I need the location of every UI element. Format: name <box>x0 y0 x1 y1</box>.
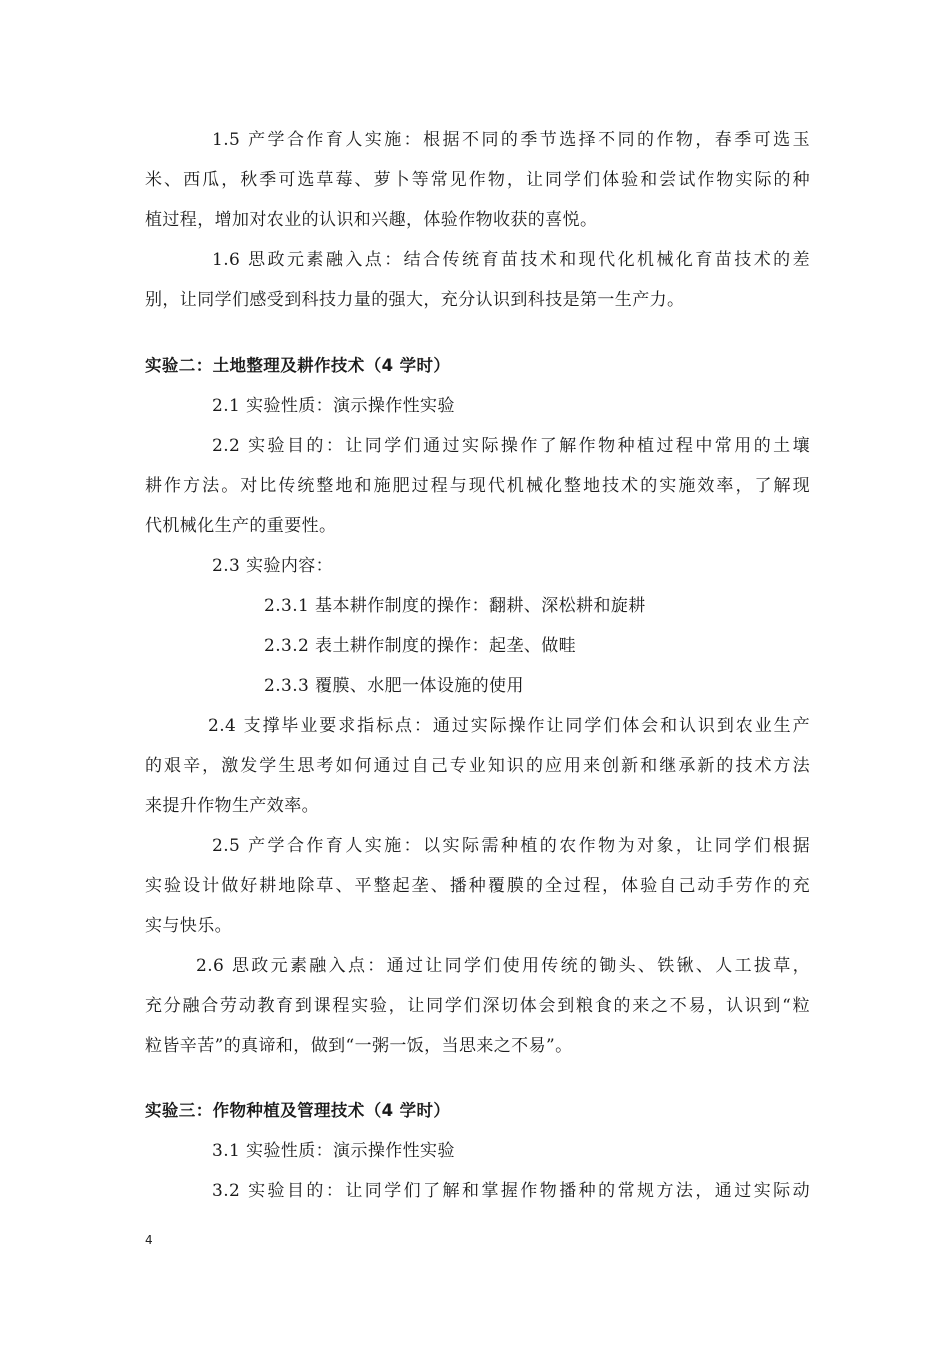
para-2-1: 2.1 实验性质：演示操作性实验 <box>212 396 455 416</box>
para-2-5-line-3: 实与快乐。 <box>145 916 232 936</box>
para-3-2-line-1: 3.2 实验目的：让同学们了解和掌握作物播种的常规方法，通过实际动 <box>212 1181 810 1201</box>
para-2-4-line-3: 来提升作物生产效率。 <box>145 796 319 816</box>
para-2-3-3: 2.3.3 覆膜、水肥一体设施的使用 <box>264 676 524 696</box>
para-2-3: 2.3 实验内容： <box>212 556 334 576</box>
para-3-1: 3.1 实验性质：演示操作性实验 <box>212 1141 455 1161</box>
para-1-5-line-1: 1.5 产学合作育人实施：根据不同的季节选择不同的作物，春季可选玉 <box>212 130 810 150</box>
para-2-2-line-3: 代机械化生产的重要性。 <box>145 516 337 536</box>
para-1-6-line-2: 别，让同学们感受到科技力量的强大，充分认识到科技是第一生产力。 <box>145 290 685 310</box>
para-1-5-line-2: 米、西瓜，秋季可选草莓、萝卜等常见作物，让同学们体验和尝试作物实际的种 <box>145 170 810 190</box>
section-heading-experiment-2: 实验二：土地整理及耕作技术（4 学时） <box>145 356 451 375</box>
section-heading-experiment-3: 实验三：作物种植及管理技术（4 学时） <box>145 1101 451 1120</box>
para-2-4-line-2: 的艰辛，激发学生思考如何通过自己专业知识的应用来创新和继承新的技术方法 <box>145 756 810 776</box>
para-2-2-line-1: 2.2 实验目的：让同学们通过实际操作了解作物种植过程中常用的土壤 <box>212 436 810 456</box>
para-1-6-line-1: 1.6 思政元素融入点：结合传统育苗技术和现代化机械化育苗技术的差 <box>212 250 810 270</box>
para-2-4-line-1: 2.4 支撑毕业要求指标点：通过实际操作让同学们体会和认识到农业生产 <box>208 716 810 736</box>
para-2-5-line-1: 2.5 产学合作育人实施：以实际需种植的农作物为对象，让同学们根据 <box>212 836 810 856</box>
para-1-5-line-3: 植过程，增加对农业的认识和兴趣，体验作物收获的喜悦。 <box>145 210 598 230</box>
para-2-5-line-2: 实验设计做好耕地除草、平整起垄、播种覆膜的全过程，体验自己动手劳作的充 <box>145 876 810 896</box>
page-number: 4 <box>145 1233 153 1247</box>
para-2-3-2: 2.3.2 表土耕作制度的操作：起垄、做畦 <box>264 636 577 656</box>
para-2-2-line-2: 耕作方法。对比传统整地和施肥过程与现代机械化整地技术的实施效率，了解现 <box>145 476 810 496</box>
para-2-3-1: 2.3.1 基本耕作制度的操作：翻耕、深松耕和旋耕 <box>264 596 646 616</box>
para-2-6-line-3: 粒皆辛苦”的真谛和，做到“一粥一饭，当思来之不易”。 <box>145 1036 573 1056</box>
para-2-6-line-2: 充分融合劳动教育到课程实验，让同学们深切体会到粮食的来之不易，认识到“粒 <box>145 996 810 1016</box>
para-2-6-line-1: 2.6 思政元素融入点：通过让同学们使用传统的锄头、铁锹、人工拔草， <box>196 956 810 976</box>
